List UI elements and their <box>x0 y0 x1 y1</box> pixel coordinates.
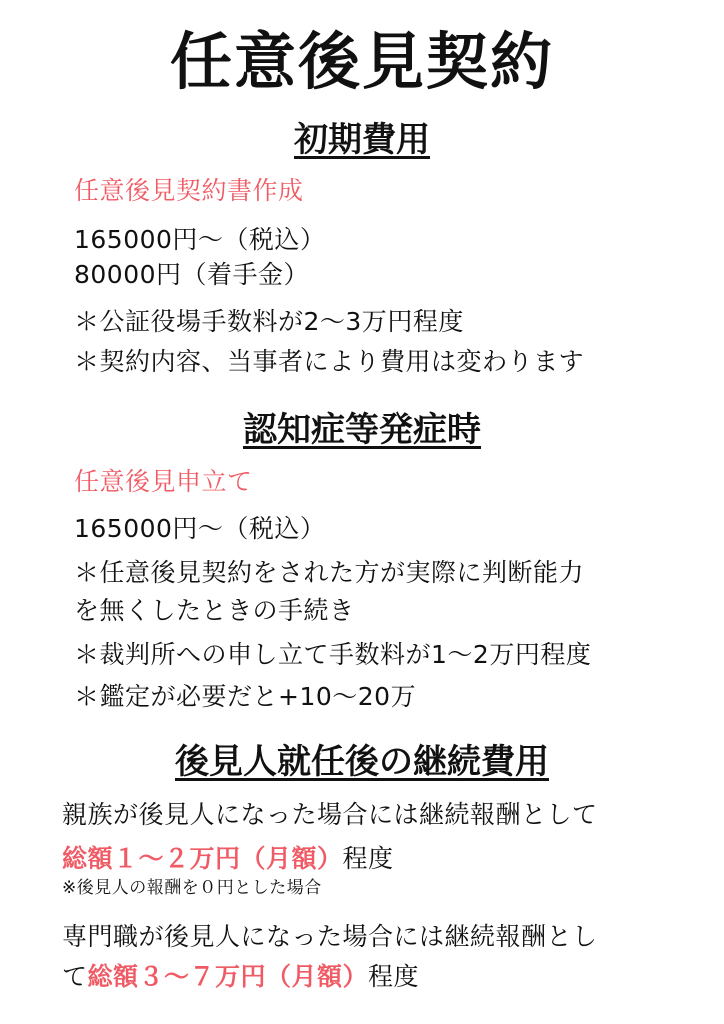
section-heading-text: 後見人就任後の継続費用 <box>175 742 549 782</box>
family-fee-note: ※後見人の報酬を０円とした場合 <box>62 878 322 898</box>
section-heading-text: 初期費用 <box>294 120 430 160</box>
professional-guardian-line: 専門職が後見人になった場合には継続報酬とし <box>62 922 598 951</box>
family-guardian-line: 親族が後見人になった場合には継続報酬として <box>62 800 598 829</box>
item-title-contract-creation: 任意後見契約書作成 <box>74 176 304 205</box>
professional-fee-suffix: 程度 <box>368 962 420 991</box>
family-fee-amount: 総額１～２万円（月額） <box>62 844 343 873</box>
retainer-line: 80000円（着手金） <box>74 260 310 289</box>
professional-fee-line <box>62 960 419 994</box>
note-line-continued: を無くしたときの手続き <box>74 596 355 625</box>
price-line: 165000円～（税込） <box>74 225 326 254</box>
professional-fee-amount: 総額３～７万円（月額） <box>87 962 369 991</box>
note-line: ＊任意後見契約をされた方が実際に判断能力 <box>74 558 585 587</box>
family-fee-line <box>62 842 394 876</box>
section-heading-initial-costs <box>0 118 724 162</box>
note-line: ＊鑑定が必要だと+10～20万 <box>74 682 417 711</box>
note-line: ＊公証役場手数料が2～3万円程度 <box>74 307 464 336</box>
page-title: 任意後見契約 <box>169 25 554 98</box>
professional-fee-prefix: て <box>62 962 88 991</box>
note-line: ＊裁判所への申し立て手数料が1～2万円程度 <box>74 640 592 669</box>
section-heading-ongoing-costs <box>0 740 724 784</box>
section-heading-dementia-onset <box>0 408 724 452</box>
note-line: ＊契約内容、当事者により費用は変わります <box>74 347 585 376</box>
price-line: 165000円～（税込） <box>74 514 326 543</box>
item-title-petition: 任意後見申立て <box>74 467 253 496</box>
section-heading-text: 認知症等発症時 <box>243 410 481 450</box>
family-fee-suffix: 程度 <box>342 844 394 873</box>
